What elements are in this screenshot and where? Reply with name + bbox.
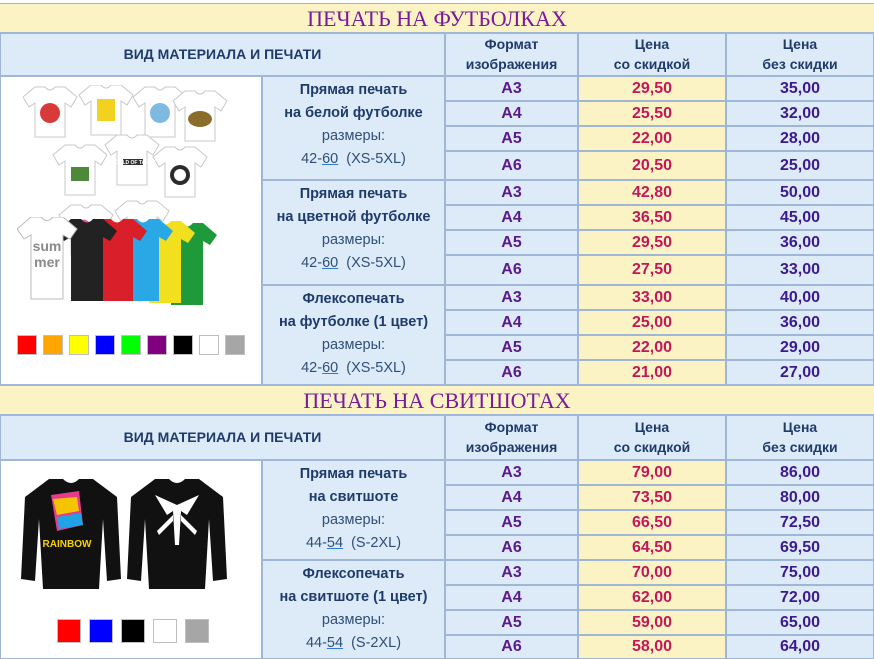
format-cell: A3 [445, 460, 578, 485]
discount-cell: 36,50 [578, 205, 726, 230]
full-cell: 28,00 [726, 126, 874, 151]
sweatshirt-images-panel [0, 460, 262, 659]
full-cell: 36,00 [726, 230, 874, 255]
full-cell: 45,00 [726, 205, 874, 230]
discount-cell: 79,00 [578, 460, 726, 485]
discount-cell: 33,00 [578, 285, 726, 310]
header-full-price: Цена без скидки [726, 33, 874, 76]
discount-cell: 20,50 [578, 151, 726, 180]
header-material-2: ВИД МАТЕРИАЛА И ПЕЧАТИ [0, 415, 445, 460]
discount-cell: 73,50 [578, 485, 726, 510]
full-cell: 25,00 [726, 151, 874, 180]
full-cell: 35,00 [726, 76, 874, 101]
discount-cell: 59,00 [578, 610, 726, 635]
colored-tshirts-image [17, 217, 217, 307]
format-cell: A4 [445, 585, 578, 610]
full-cell: 32,00 [726, 101, 874, 126]
color-swatch [173, 335, 193, 355]
discount-cell: 42,80 [578, 180, 726, 205]
format-cell: A4 [445, 205, 578, 230]
color-swatch [69, 335, 89, 355]
full-cell: 27,00 [726, 360, 874, 385]
full-cell: 50,00 [726, 180, 874, 205]
svg-text:sum: sum [32, 238, 62, 254]
discount-cell: 25,50 [578, 101, 726, 126]
format-cell: A6 [445, 635, 578, 659]
header-format-2: Формат изображения [445, 415, 578, 460]
discount-cell: 64,50 [578, 535, 726, 560]
color-swatch [57, 619, 81, 643]
format-cell: A5 [445, 335, 578, 360]
discount-cell: 58,00 [578, 635, 726, 659]
sweatshirt-color-swatches [57, 619, 257, 643]
group-description-flex-tshirt: Флексопечать на футболке (1 цвет) размеры: 42-60 (XS-5XL) [262, 285, 445, 385]
color-swatch [153, 619, 177, 643]
discount-cell: 22,00 [578, 126, 726, 151]
discount-cell: 21,00 [578, 360, 726, 385]
discount-cell: 62,00 [578, 585, 726, 610]
color-swatch [89, 619, 113, 643]
format-cell: A4 [445, 485, 578, 510]
color-swatch [95, 335, 115, 355]
svg-text:mer: mer [34, 254, 60, 270]
color-swatch [225, 335, 245, 355]
svg-text:WORLD OF TANKS: WORLD OF TANKS [110, 160, 156, 166]
tshirt-color-swatches [17, 335, 257, 357]
format-cell: A6 [445, 255, 578, 285]
full-cell: 29,00 [726, 335, 874, 360]
color-swatch [121, 335, 141, 355]
full-cell: 72,50 [726, 510, 874, 535]
tshirt-images-panel [0, 76, 262, 385]
group-description-colored-tshirt: Прямая печать на цветной футболке размеры: 42-60 (XS-5XL) [262, 180, 445, 285]
full-cell: 80,00 [726, 485, 874, 510]
section-title-sweatshirts: ПЕЧАТЬ НА СВИТШОТАХ [0, 385, 874, 415]
full-cell: 69,50 [726, 535, 874, 560]
section-title-tshirts: ПЕЧАТЬ НА ФУТБОЛКАХ [0, 3, 874, 33]
format-cell: A5 [445, 230, 578, 255]
format-cell: A3 [445, 560, 578, 585]
group-description-white-tshirt: Прямая печать на белой футболке размеры: 42-60 (XS-5XL) [262, 76, 445, 180]
header-material: ВИД МАТЕРИАЛА И ПЕЧАТИ [0, 33, 445, 76]
sweatshirts-image [17, 475, 227, 595]
full-cell: 65,00 [726, 610, 874, 635]
discount-cell: 66,50 [578, 510, 726, 535]
color-swatch [199, 335, 219, 355]
group-description-direct-sweatshirt: Прямая печать на свитшоте размеры: 44-54 (S-2XL) [262, 460, 445, 560]
format-cell: A3 [445, 180, 578, 205]
format-cell: A4 [445, 310, 578, 335]
color-swatch [121, 619, 145, 643]
full-cell: 36,00 [726, 310, 874, 335]
full-cell: 40,00 [726, 285, 874, 310]
full-cell: 72,00 [726, 585, 874, 610]
discount-cell: 70,00 [578, 560, 726, 585]
color-swatch [17, 335, 37, 355]
format-cell: A3 [445, 76, 578, 101]
header-format: Формат изображения [445, 33, 578, 76]
format-cell: A5 [445, 610, 578, 635]
full-cell: 33,00 [726, 255, 874, 285]
format-cell: A6 [445, 360, 578, 385]
header-full-price-2: Цена без скидки [726, 415, 874, 460]
group-description-flex-sweatshirt: Флексопечать на свитшоте (1 цвет) размеры: 44-54 (S-2XL) [262, 560, 445, 659]
full-cell: 64,00 [726, 635, 874, 659]
color-swatch [185, 619, 209, 643]
color-swatch [43, 335, 63, 355]
format-cell: A4 [445, 101, 578, 126]
discount-cell: 29,50 [578, 230, 726, 255]
header-discount-price: Цена со скидкой [578, 33, 726, 76]
discount-cell: 22,00 [578, 335, 726, 360]
header-discount-price-2: Цена со скидкой [578, 415, 726, 460]
format-cell: A5 [445, 126, 578, 151]
format-cell: A6 [445, 151, 578, 180]
full-cell: 86,00 [726, 460, 874, 485]
discount-cell: 29,50 [578, 76, 726, 101]
format-cell: A3 [445, 285, 578, 310]
format-cell: A5 [445, 510, 578, 535]
discount-cell: 25,00 [578, 310, 726, 335]
full-cell: 75,00 [726, 560, 874, 585]
format-cell: A6 [445, 535, 578, 560]
color-swatch [147, 335, 167, 355]
discount-cell: 27,50 [578, 255, 726, 285]
svg-text:RAINBOW: RAINBOW [42, 539, 92, 550]
